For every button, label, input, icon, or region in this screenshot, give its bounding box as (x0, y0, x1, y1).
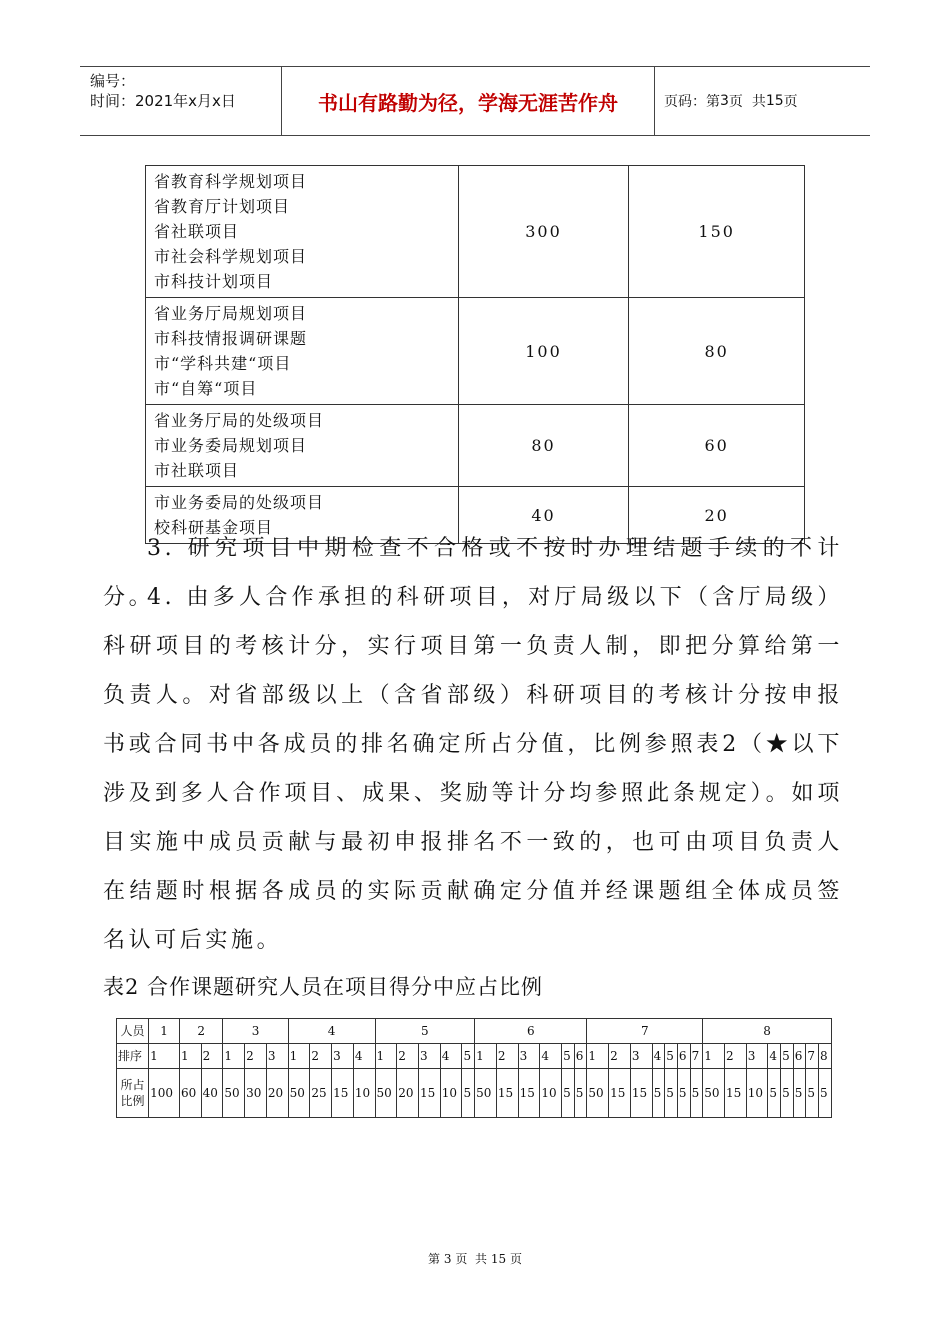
ratio-cell: 15 (518, 1069, 540, 1118)
table-row (117, 1019, 832, 1044)
people-count-cell: 1 (149, 1019, 180, 1044)
people-count-cell: 5 (375, 1019, 475, 1044)
ratio-cell: 5 (793, 1069, 806, 1118)
ratio-cell: 25 (310, 1069, 332, 1118)
score-b-cell: 60 (629, 405, 805, 487)
ratio-cell: 20 (397, 1069, 419, 1118)
cooperation-ratio-table (116, 1018, 832, 1118)
score-a-cell: 100 (458, 298, 629, 405)
rank-cell: 1 (288, 1044, 310, 1069)
rank-cell: 4 (652, 1044, 665, 1069)
score-a-cell: 40 (458, 487, 629, 544)
ratio-cell: 10 (540, 1069, 562, 1118)
ratio-cell: 10 (440, 1069, 462, 1118)
rank-cell: 7 (806, 1044, 819, 1069)
score-a-cell: 80 (458, 405, 629, 487)
rank-cell: 5 (562, 1044, 575, 1069)
ratio-cell: 10 (353, 1069, 375, 1118)
table-row (146, 298, 805, 405)
rank-cell: 5 (781, 1044, 794, 1069)
ratio-cell: 5 (781, 1069, 794, 1118)
row-header-rank: 排序 (117, 1044, 149, 1069)
ratio-cell: 40 (201, 1069, 223, 1118)
rank-cell: 2 (397, 1044, 419, 1069)
rank-cell: 3 (518, 1044, 540, 1069)
rank-cell: 1 (223, 1044, 245, 1069)
ratio-cell: 50 (223, 1069, 245, 1118)
people-count-cell: 4 (288, 1019, 375, 1044)
ratio-cell: 5 (768, 1069, 781, 1118)
document-number-label: 编号： (90, 72, 136, 90)
project-type: 省社联项目 (154, 222, 240, 241)
header-meta (90, 71, 280, 111)
rank-cell: 4 (440, 1044, 462, 1069)
rank-cell: 2 (201, 1044, 223, 1069)
ratio-cell: 15 (724, 1069, 746, 1118)
rank-cell: 2 (724, 1044, 746, 1069)
ratio-cell: 15 (630, 1069, 652, 1118)
project-types-cell (146, 298, 459, 405)
rank-cell: 1 (703, 1044, 725, 1069)
footer-page-number: 3 (443, 1252, 452, 1266)
table-row (146, 166, 805, 298)
ratio-cell: 5 (690, 1069, 703, 1118)
rank-cell: 2 (245, 1044, 267, 1069)
rank-cell: 3 (746, 1044, 768, 1069)
rank-cell: 3 (630, 1044, 652, 1069)
ratio-cell: 5 (574, 1069, 587, 1118)
project-type: 省业务厅局的处级项目 (154, 411, 325, 430)
header-motto: 书山有路勤为径，学海无涯苦作舟 (318, 90, 618, 115)
rank-cell: 8 (819, 1044, 832, 1069)
ratio-cell: 15 (609, 1069, 631, 1118)
project-score-table (145, 165, 805, 544)
rank-cell: 2 (496, 1044, 518, 1069)
people-count-cell: 8 (703, 1019, 832, 1044)
rank-cell: 7 (690, 1044, 703, 1069)
paragraph-3: 3. 研究项目中期检查不合格或不按时办理结题手续的不计分。 (103, 536, 843, 610)
ratio-cell: 5 (652, 1069, 665, 1118)
table-row (146, 405, 805, 487)
rank-cell: 1 (587, 1044, 609, 1069)
ratio-cell: 30 (245, 1069, 267, 1118)
score-b-cell: 80 (629, 298, 805, 405)
rank-cell: 1 (149, 1044, 180, 1069)
people-count-cell: 6 (475, 1019, 587, 1044)
rank-cell: 3 (419, 1044, 441, 1069)
project-type: 市“自筹“项目 (154, 379, 258, 398)
rank-cell: 6 (793, 1044, 806, 1069)
rank-cell: 5 (462, 1044, 475, 1069)
project-types-cell (146, 405, 459, 487)
header-page-indicator: 页码：第 3 页 共 15 页 (664, 93, 798, 110)
table2-caption: 表2 合作课题研究人员在项目得分中应占比例 (103, 975, 544, 999)
project-type: 市科技计划项目 (154, 272, 274, 291)
project-type: 省教育科学规划项目 (154, 172, 308, 191)
document-date: 时间：2021年x月x日 (90, 92, 236, 110)
footer-page-total: 15 (490, 1252, 507, 1266)
header-page-number: 3 (720, 93, 729, 109)
rank-cell: 1 (375, 1044, 397, 1069)
ratio-cell: 5 (806, 1069, 819, 1118)
rank-cell: 1 (179, 1044, 201, 1069)
ratio-cell: 5 (819, 1069, 832, 1118)
project-types-cell (146, 166, 459, 298)
rank-cell: 4 (353, 1044, 375, 1069)
score-b-cell: 150 (629, 166, 805, 298)
ratio-cell: 20 (266, 1069, 288, 1118)
rank-cell: 3 (266, 1044, 288, 1069)
score-b-cell: 20 (629, 487, 805, 544)
people-count-cell: 7 (587, 1019, 703, 1044)
project-type: 市业务委局规划项目 (154, 436, 308, 455)
paragraph-4: 4. 由多人合作承担的科研项目，对厅局级以下（含厅局级）科研项目的考核计分，实行项目第一负责人制，即把分算给第一负责人。对省部级以上（含省部级）科研项目的考核计分按申报书或合同书中各成员的排名确定所占分值，比例参照表2（★以下涉及到多人合作项目、成果、奖励等计分均参照此条规定）。如项目实施中成员贡献与最初申报排名不一致的，也可由项目负责人在结题时根据各成员的实际贡献确定分值并经课题组全体成员签名认可后实施。 (103, 585, 843, 953)
ratio-cell: 50 (587, 1069, 609, 1118)
people-count-cell: 2 (179, 1019, 222, 1044)
rank-cell: 6 (574, 1044, 587, 1069)
row-header-ratio: 所占 比例 (117, 1069, 149, 1118)
header-divider (654, 67, 655, 135)
project-type: 市社会科学规划项目 (154, 247, 308, 266)
page-footer: 第 3 页 共 15 页 (428, 1252, 522, 1266)
project-type: 校科研基金项目 (154, 518, 274, 537)
rank-cell: 1 (475, 1044, 497, 1069)
rank-cell: 6 (677, 1044, 690, 1069)
rank-cell: 2 (310, 1044, 332, 1069)
ratio-cell: 50 (475, 1069, 497, 1118)
rank-cell: 4 (540, 1044, 562, 1069)
rank-cell: 3 (332, 1044, 354, 1069)
ratio-cell: 60 (179, 1069, 201, 1118)
project-type: 市社联项目 (154, 461, 240, 480)
people-count-cell: 3 (223, 1019, 288, 1044)
ratio-cell: 15 (496, 1069, 518, 1118)
rank-cell: 4 (768, 1044, 781, 1069)
page-header (80, 66, 870, 136)
ratio-cell: 100 (149, 1069, 180, 1118)
row-header-people: 人员 (117, 1019, 149, 1044)
table-row (117, 1044, 832, 1069)
rank-cell: 5 (665, 1044, 678, 1069)
project-type: 市科技情报调研课题 (154, 329, 308, 348)
ratio-cell: 15 (332, 1069, 354, 1118)
ratio-cell: 50 (288, 1069, 310, 1118)
ratio-cell: 50 (703, 1069, 725, 1118)
table-row (117, 1069, 832, 1118)
rank-cell: 2 (609, 1044, 631, 1069)
project-type: 市业务委局的处级项目 (154, 493, 325, 512)
ratio-cell: 5 (677, 1069, 690, 1118)
ratio-cell: 5 (665, 1069, 678, 1118)
ratio-cell: 10 (746, 1069, 768, 1118)
ratio-cell: 5 (562, 1069, 575, 1118)
project-type: 市“学科共建“项目 (154, 354, 292, 373)
project-type: 省教育厅计划项目 (154, 197, 291, 216)
header-page-total: 15 (765, 93, 784, 109)
project-type: 省业务厅局规划项目 (154, 304, 308, 323)
ratio-cell: 15 (419, 1069, 441, 1118)
score-a-cell: 300 (458, 166, 629, 298)
ratio-cell: 5 (462, 1069, 475, 1118)
ratio-cell: 50 (375, 1069, 397, 1118)
